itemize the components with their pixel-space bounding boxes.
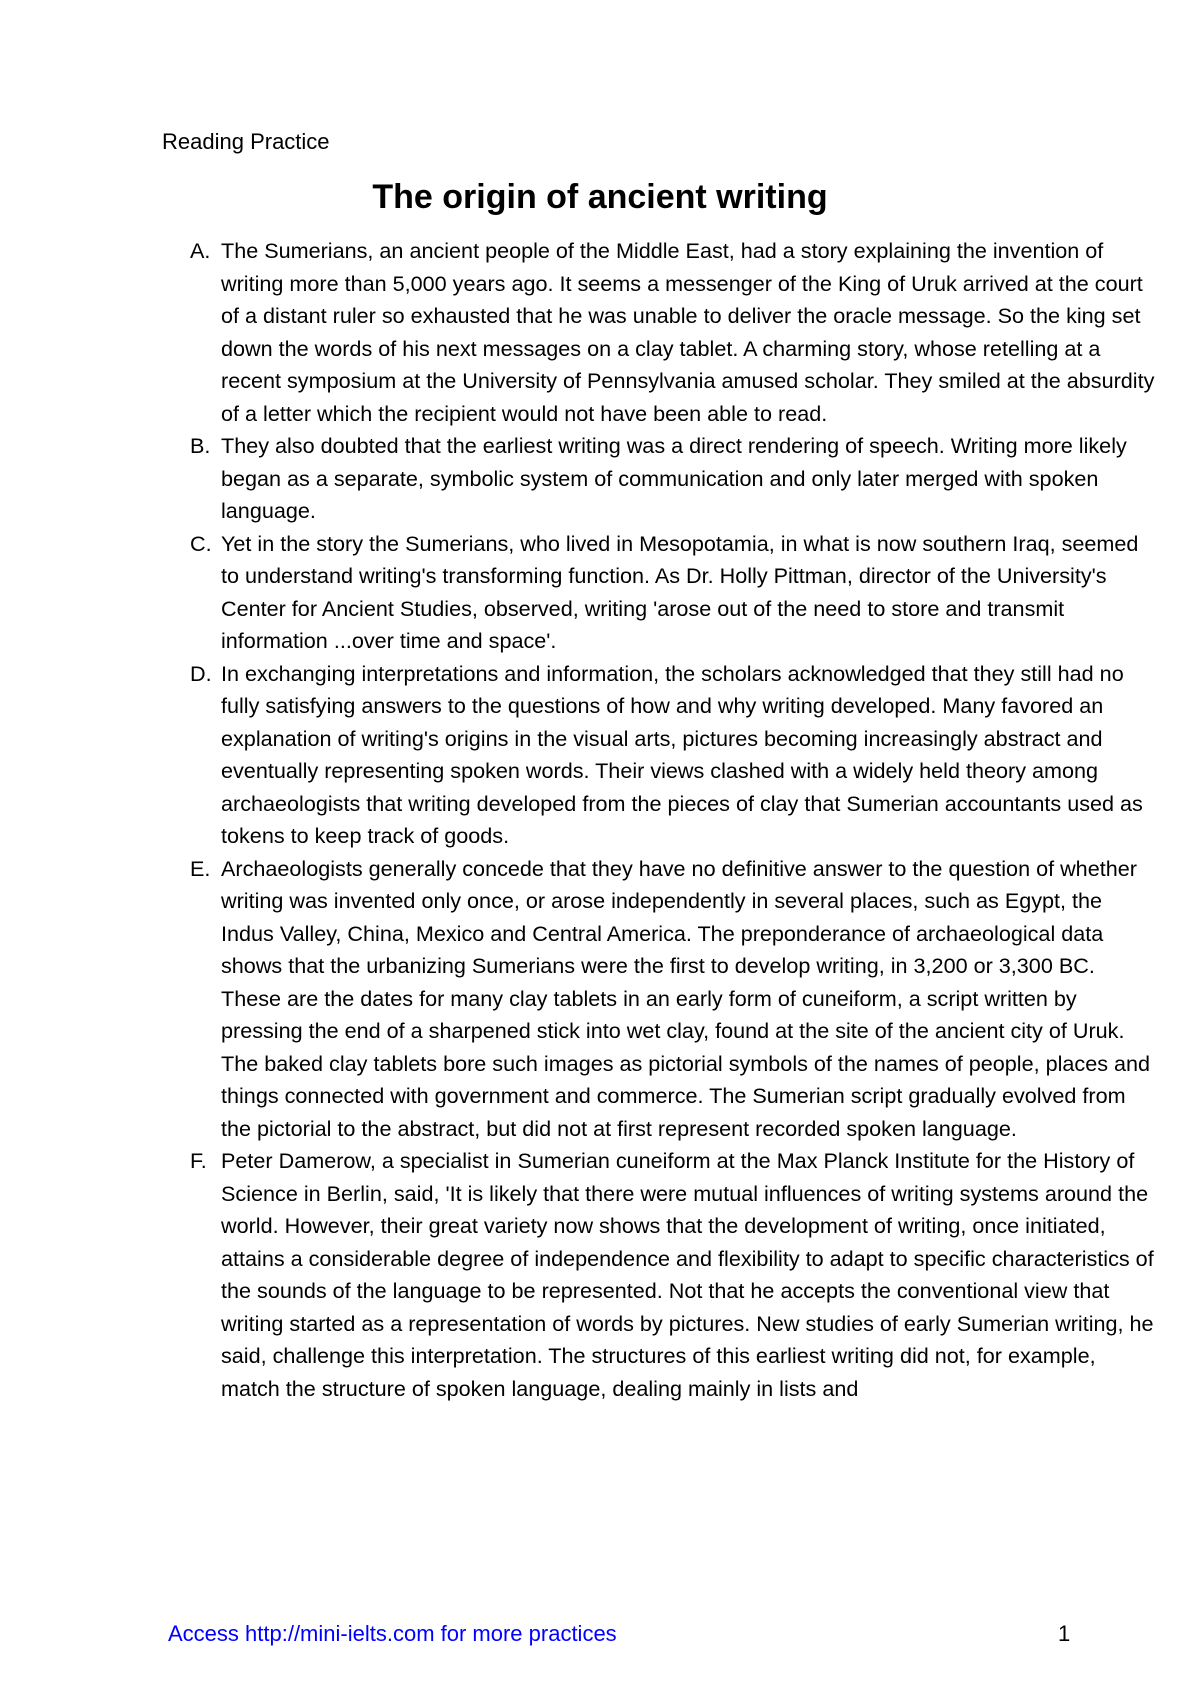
page-number: 1 xyxy=(1058,1621,1071,1646)
header-label: Reading Practice xyxy=(162,129,330,154)
paragraph-e xyxy=(178,853,1158,1146)
paragraph-text: Archaeologists generally concede that they have no definitive answer to the question of whether writing was invented only once, or arose independently in several places, such as Egypt, the Indus Valley, China, Mexico and Central America. The preponderance of archaeological data shows that the urbanizing Sumerians were the first to develop writing, in 3,200 or 3,300 BC. These are the dates for many clay tablets in an early form of cuneiform, a script written by pressing the end of a sharpened stick into wet clay, found at the site of the ancient city of Uruk. The baked clay tablets bore such images as pictorial symbols of the names of people, places and things connected with government and commerce. The Sumerian script gradually evolved from the pictorial to the abstract, but did not at first represent recorded spoken language. xyxy=(221,855,1151,1141)
paragraph-letter: D. xyxy=(190,660,212,686)
paragraph-letter: B. xyxy=(190,433,211,458)
paragraph-b xyxy=(178,430,1158,528)
paragraph-letter: F. xyxy=(190,1148,207,1173)
paragraph-letter: A. xyxy=(190,238,211,263)
paragraph-c xyxy=(178,528,1158,658)
paragraph-text: In exchanging interpretations and information, the scholars acknowledged that they still had no fully satisfying answers to the questions of how and why writing developed. Many favored an explanation of writing's origins in the visual arts, pictures becoming increasingly abstract and eventually representing spoken words. Their views clashed with a widely held theory among archaeologists that writing developed from the pieces of clay that Sumerian accountants used as tokens to keep track of goods. xyxy=(221,660,1143,848)
footer-practice-link[interactable]: Access http://mini-ielts.com for more practices xyxy=(168,1621,617,1646)
paragraph-letter: E. xyxy=(190,855,211,881)
paragraph-text: They also doubted that the earliest writing was a direct rendering of speech. Writing more likely began as a separate, symbolic system of communication and only later merged with spoken language. xyxy=(221,433,1127,523)
paragraph-text: The Sumerians, an ancient people of the Middle East, had a story explaining the invention of writing more than 5,000 years ago. It seems a messenger of the King of Uruk arrived at the court of a distant ruler so exhausted that he was unable to deliver the oracle message. So the king set down the words of his next messages on a clay tablet. A charming story, whose retelling at a recent symposium at the University of Pennsylvania amused scholar. They smiled at the absurdity of a letter which the recipient would not have been able to read. xyxy=(221,238,1155,426)
paragraph-list xyxy=(178,235,1158,1405)
document-title: The origin of ancient writing xyxy=(372,178,828,216)
paragraph-a xyxy=(178,235,1158,430)
paragraph-f xyxy=(178,1145,1158,1405)
paragraph-d xyxy=(178,658,1158,853)
paragraph-text: Yet in the story the Sumerians, who lived in Mesopotamia, in what is now southern Iraq, seemed to understand writing's transforming function. As Dr. Holly Pittman, director of the University's Center for Ancient Studies, observed, writing 'arose out of the need to store and transmit information ...over time and space'. xyxy=(221,530,1139,653)
paragraph-letter: C. xyxy=(190,530,212,556)
paragraph-text: Peter Damerow, a specialist in Sumerian cuneiform at the Max Planck Institute for the History of Science in Berlin, said, 'It is likely that there were mutual influences of writing systems around the world. However, their great variety now shows that the development of writing, once initiated, attains a considerable degree of independence and flexibility to adapt to specific characteristics of the sounds of the language to be represented. Not that he accepts the conventional view that writing started as a representation of words by pictures. New studies of early Sumerian writing, he said, challenge this interpretation. The structures of this earliest writing did not, for example, match the structure of spoken language, dealing mainly in lists and xyxy=(221,1148,1154,1401)
